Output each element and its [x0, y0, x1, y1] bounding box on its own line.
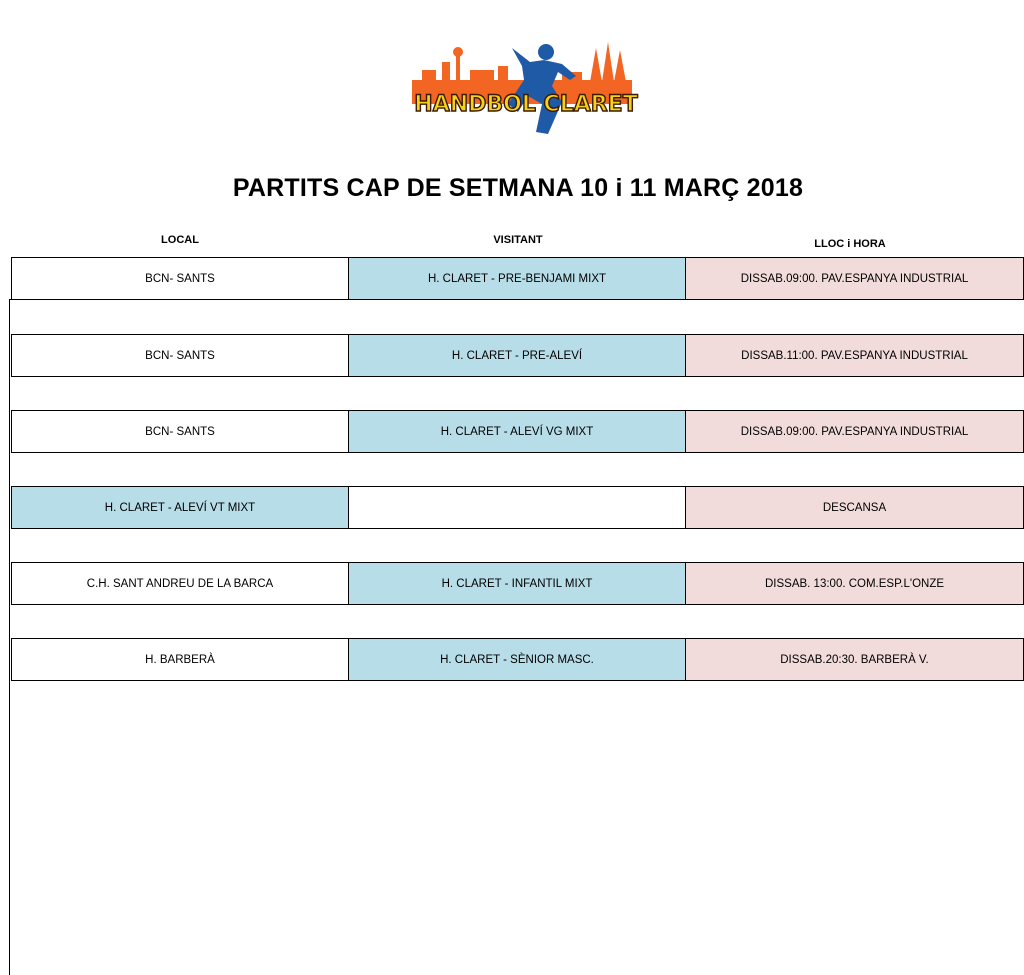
cell-local: BCN- SANTS — [11, 334, 349, 377]
column-header-visitant: VISITANT — [493, 234, 543, 246]
cell-lloc-hora: DISSAB. 13:00. COM.ESP.L'ONZE — [685, 562, 1024, 605]
cell-lloc-hora: DISSAB.09:00. PAV.ESPANYA INDUSTRIAL — [685, 410, 1024, 453]
cell-local: H. CLARET - ALEVÍ VT MIXT — [11, 486, 349, 529]
page-title: PARTITS CAP DE SETMANA 10 i 11 MARÇ 2018 — [232, 174, 804, 202]
cell-lloc-hora: DISSAB.20:30. BARBERÀ V. — [685, 638, 1024, 681]
cell-lloc-hora: DISSAB.11:00. PAV.ESPANYA INDUSTRIAL — [685, 334, 1024, 377]
table-row — [11, 638, 1024, 681]
cell-lloc-hora: DISSAB.09:00. PAV.ESPANYA INDUSTRIAL — [685, 257, 1024, 300]
cell-visitant — [348, 486, 686, 529]
logo-graphic — [412, 40, 640, 140]
table-row — [11, 486, 1024, 529]
table-row — [11, 334, 1024, 377]
cell-local: C.H. SANT ANDREU DE LA BARCA — [11, 562, 349, 605]
table-row — [11, 257, 1024, 300]
frame-border-left — [9, 299, 10, 975]
column-header-local: LOCAL — [161, 234, 199, 246]
logo-text: HANDBOL CLARET — [414, 92, 638, 117]
cell-local: H. BARBERÀ — [11, 638, 349, 681]
cell-lloc-hora: DESCANSA — [685, 486, 1024, 529]
cell-local: BCN- SANTS — [11, 410, 349, 453]
table-row — [11, 562, 1024, 605]
table-row — [11, 410, 1024, 453]
cell-visitant: H. CLARET - PRE-ALEVÍ — [348, 334, 686, 377]
cell-local: BCN- SANTS — [11, 257, 349, 300]
cell-visitant: H. CLARET - SÈNIOR MASC. — [348, 638, 686, 681]
column-header-lloc-i-hora: LLOC i HORA — [814, 238, 886, 250]
handbol-claret-logo — [412, 40, 640, 140]
cell-visitant: H. CLARET - INFANTIL MIXT — [348, 562, 686, 605]
cell-visitant: H. CLARET - ALEVÍ VG MIXT — [348, 410, 686, 453]
cell-visitant: H. CLARET - PRE-BENJAMI MIXT — [348, 257, 686, 300]
